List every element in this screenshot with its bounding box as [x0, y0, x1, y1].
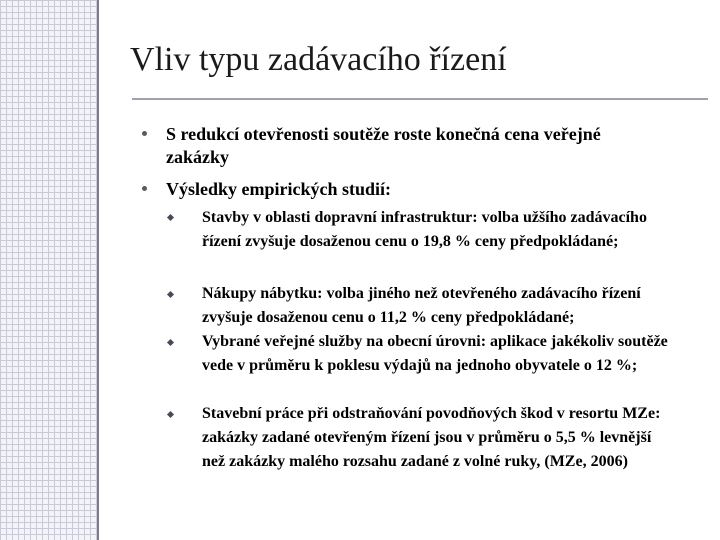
sub-bullet-text: [202, 206, 672, 254]
sub-bullet-text: [202, 282, 672, 330]
bullet-dot-icon: [142, 131, 147, 136]
panel-divider: [97, 0, 99, 540]
sub-bullet-bold: Stavby v oblasti dopravní infrastruktur:: [202, 209, 478, 226]
sub-bullet-text: [202, 402, 672, 474]
title-underline: [132, 98, 708, 100]
sub-bullet-rest: aplikace jakékoliv soutěže vede v průměru k poklesu výdajů na jednoho obyvatele o 12 %;: [202, 333, 668, 374]
diamond-bullet-icon: [167, 411, 174, 418]
diamond-bullet-icon: [167, 339, 174, 346]
diamond-bullet-icon: [167, 214, 174, 221]
sub-bullet-rest: volba užšího zadávacího řízení zvyšuje dosaženou cenu o 19,8 % ceny předpokládané;: [202, 209, 647, 250]
sub-bullet-rest: volba jiného než otevřeného zadávacího řízení zvyšuje dosaženou cenu o 11,2 % ceny předpokládané;: [202, 285, 641, 326]
bullet-dot-icon: [142, 186, 147, 191]
sub-bullet-bold: Nákupy nábytku:: [202, 285, 323, 302]
sub-bullet-bold: Stavební práce při odstraňování povodňových škod v resortu MZe:: [202, 405, 661, 422]
bullet-text: S redukcí otevřenosti soutěže roste konečná cena veřejné zakázky: [166, 124, 601, 167]
decorative-grid-panel: [0, 0, 97, 540]
bullet-text: Výsledky empirických studií:: [166, 179, 392, 199]
sub-bullet-text: [202, 330, 672, 378]
sub-bullet-bold: Vybrané veřejné služby na obecní úrovni:: [202, 333, 487, 350]
diamond-bullet-icon: [167, 291, 174, 298]
slide-title: Vliv typu zadávacího řízení: [130, 41, 507, 78]
sub-bullet-rest: zakázky zadané otevřeným řízení jsou v průměru o 5,5 % levnější než zakázky malého rozsahu zadané z volné ruky, (MZe, 2006): [202, 429, 652, 470]
